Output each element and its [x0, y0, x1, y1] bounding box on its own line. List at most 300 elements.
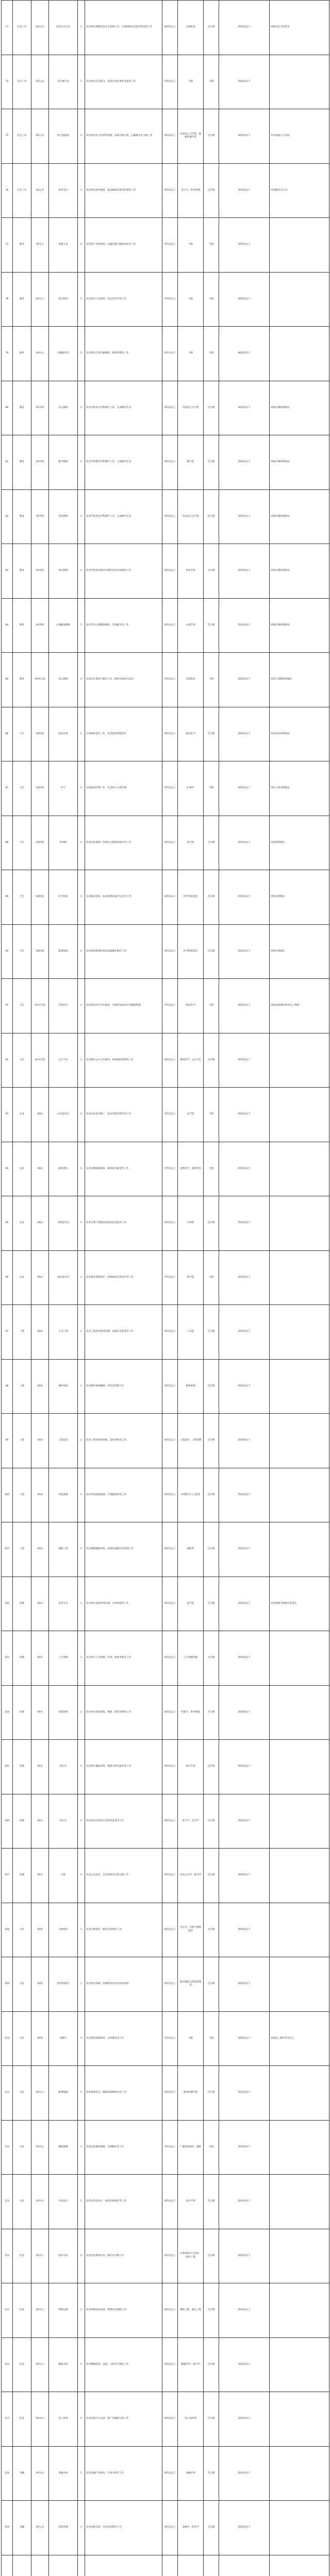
cell-category: 卫生	[13, 816, 31, 870]
cell-position-name: 数据分析	[49, 2337, 78, 2392]
table-row	[2, 2501, 329, 2555]
cell-other-requirements	[270, 1359, 329, 1414]
cell-unit-name: XX公司	[31, 163, 49, 218]
cell-study-type: 不限	[204, 2011, 219, 2066]
cell-category: 管理	[13, 1849, 31, 1903]
cell-headcount: 1	[78, 1142, 85, 1196]
cell-position-name: 档案管理	[49, 1685, 78, 1740]
cell-study-type: 不限	[204, 1142, 219, 1196]
cell-education: 本科及以上	[162, 163, 178, 218]
cell-headcount: 1	[78, 2337, 85, 2392]
cell-category: 农业	[13, 1142, 31, 1196]
cell-row-number: 105	[2, 1740, 13, 1794]
cell-row-number: 91	[2, 979, 13, 1033]
cell-job-duties: 负责水利工程建设管理及技术指导工作	[85, 1196, 162, 1251]
cell-unit-name: XX学校	[31, 544, 49, 599]
cell-age-requirement: 35周岁以下	[219, 1577, 270, 1631]
cell-education: 本科及以上	[162, 435, 178, 490]
cell-unit-name: XX中心	[31, 2283, 49, 2338]
cell-other-requirements: 具有较强文字功底	[270, 109, 329, 164]
cell-row-number: 118	[2, 2446, 13, 2501]
table-row	[2, 1468, 329, 1522]
cell-row-number: 103	[2, 1631, 13, 1686]
cell-row-number: 119	[2, 2501, 13, 2555]
cell-education: 本科及以上	[162, 1631, 178, 1686]
table-row	[2, 1685, 329, 1740]
cell-education: 专科及以上	[162, 653, 178, 707]
table-row	[2, 1414, 329, 1468]
cell-age-requirement: 35周岁以下	[219, 598, 270, 653]
cell-age-requirement: 35周岁以下	[219, 1740, 270, 1794]
table-row	[2, 1250, 329, 1305]
cell-age-requirement: 30周岁以下	[219, 1849, 270, 1903]
cell-other-requirements	[270, 1903, 329, 1957]
cell-unit-name: XX局	[31, 1414, 49, 1468]
cell-position-name: 文物保护	[49, 1903, 78, 1957]
cell-job-duties: 负责活动摄影摄像、后期制作等工作	[85, 2120, 162, 2175]
cell-category: 管理	[13, 1577, 31, 1631]
cell-age-requirement: 30周岁以下	[219, 272, 270, 327]
cell-education: 本科及以上	[162, 2229, 178, 2283]
cell-other-requirements	[270, 2555, 329, 2576]
cell-row-number: 75	[2, 109, 13, 164]
cell-other-requirements	[270, 1033, 329, 1088]
cell-education: 本科及以上	[162, 381, 178, 435]
cell-study-type: 全日制	[204, 2175, 219, 2229]
cell-position-name: 信息安全专员	[49, 1, 78, 55]
cell-age-requirement: 35周岁以下	[219, 544, 270, 599]
cell-headcount: 1	[78, 1631, 85, 1686]
cell-job-duties: 负责单位内部审计及财务监督等工作	[85, 1794, 162, 1849]
cell-unit-name: XX卫生院	[31, 1033, 49, 1088]
cell-headcount: 1	[78, 598, 85, 653]
table-row	[2, 218, 329, 273]
cell-unit-name: XX局	[31, 1522, 49, 1577]
cell-education: 本科及以上	[162, 1740, 178, 1794]
table-row	[2, 1522, 329, 1577]
cell-major: 不限	[178, 55, 204, 109]
cell-job-duties: 从事临床诊疗工作，负责患者诊断治疗	[85, 707, 162, 761]
cell-headcount: 2	[78, 109, 85, 164]
cell-category: 文化	[13, 2011, 31, 2066]
cell-major: 金融学类	[178, 2446, 204, 2501]
cell-headcount: 1	[78, 2283, 85, 2338]
cell-education: 本科及以上	[162, 1849, 178, 1903]
cell-headcount: 2	[78, 2011, 85, 2066]
cell-job-duties: 负责信息系统开发、维护及升级工作	[85, 2229, 162, 2283]
cell-education: 本科及以上	[162, 1359, 178, 1414]
cell-major: 会计学、财务管理	[178, 163, 204, 218]
cell-unit-name: XX中心	[31, 2392, 49, 2447]
cell-age-requirement: 35周岁以下	[219, 1631, 270, 1686]
cell-other-requirements	[270, 1522, 329, 1577]
cell-unit-name: XX中心	[31, 327, 49, 381]
cell-row-number: 88	[2, 816, 13, 870]
cell-job-duties: 负责宣传品设计、视觉形象制作等工作	[85, 2175, 162, 2229]
cell-age-requirement: 35周岁以下	[219, 381, 270, 435]
cell-row-number: 116	[2, 2337, 13, 2392]
cell-position-name: 财务会计	[49, 163, 78, 218]
cell-other-requirements: 持药师资格证	[270, 816, 329, 870]
cell-education: 本科及以上	[162, 816, 178, 870]
cell-unit-name: XX中心	[31, 2120, 49, 2175]
cell-row-number: 101	[2, 1522, 13, 1577]
cell-position-name: 数学教师	[49, 435, 78, 490]
cell-other-requirements	[270, 1794, 329, 1849]
table-row	[2, 653, 329, 707]
cell-category: 卫生	[13, 761, 31, 816]
cell-study-type: 全日制	[204, 2446, 219, 2501]
cell-age-requirement: 35周岁以下	[219, 2066, 270, 2121]
cell-job-duties: 负责工程项目建设管理、质量安全监督等工作	[85, 1305, 162, 1360]
cell-unit-name: XX办	[31, 1577, 49, 1631]
cell-major: 计算机类	[178, 1, 204, 55]
cell-education: 本科及以上	[162, 1033, 178, 1088]
cell-study-type: 不限	[204, 272, 219, 327]
cell-age-requirement: 35周岁以下	[219, 2337, 270, 2392]
cell-category: 金融	[13, 2446, 31, 2501]
cell-position-name: 网络运维	[49, 2283, 78, 2338]
cell-category: 教育	[13, 435, 31, 490]
cell-position-name: 文秘	[49, 1849, 78, 1903]
cell-unit-name: XX站	[31, 1250, 49, 1305]
cell-job-duties: 负责展馆讲解接待、宣传教育等工作	[85, 2011, 162, 2066]
cell-position-name: 电子商务	[49, 2392, 78, 2447]
cell-category: 教育	[13, 544, 31, 599]
cell-other-requirements	[270, 2446, 329, 2501]
cell-major: 临床医学	[178, 979, 204, 1033]
cell-other-requirements	[270, 1740, 329, 1794]
cell-major: 工程造价、工程管理	[178, 1414, 204, 1468]
cell-major: 医学影像技术	[178, 924, 204, 979]
cell-category: 农业	[13, 1250, 31, 1305]
cell-unit-name: XX学校	[31, 381, 49, 435]
cell-headcount: 1	[78, 2446, 85, 2501]
cell-position-name: 审计员	[49, 1794, 78, 1849]
cell-position-name: 医学检验	[49, 870, 78, 925]
cell-age-requirement: 35周岁以下	[219, 1142, 270, 1196]
cell-job-duties: 负责单位财务核算、报表编制及资金管理等工作	[85, 163, 162, 218]
cell-age-requirement: 35周岁以下	[219, 1359, 270, 1414]
cell-headcount: 2	[78, 327, 85, 381]
cell-education: 本科及以上	[162, 2446, 178, 2501]
cell-headcount: 1	[78, 272, 85, 327]
cell-major: 不限	[178, 327, 204, 381]
cell-headcount: 1	[78, 924, 85, 979]
cell-position-name: 工程造价	[49, 1414, 78, 1468]
cell-job-duties: 负责单位网络信息安全管理工作，开展网络安全防护检查等工作	[85, 1, 162, 55]
cell-headcount: 2	[78, 707, 85, 761]
cell-other-requirements: 持幼儿园教师资格证	[270, 653, 329, 707]
cell-education: 本科及以上	[162, 109, 178, 164]
cell-unit-name: XX中心	[31, 218, 49, 273]
cell-row-number: 102	[2, 1577, 13, 1631]
cell-position-name: 心理健康教师	[49, 598, 78, 653]
cell-other-requirements	[270, 218, 329, 273]
cell-job-duties: 负责金融产品研究、市场分析等工作	[85, 2446, 162, 2501]
cell-unit-name: XX办	[31, 1794, 49, 1849]
cell-headcount: 2	[78, 1849, 85, 1903]
cell-position-name: 临床医师	[49, 707, 78, 761]
cell-study-type: 全日制	[204, 1468, 219, 1522]
cell-headcount: 1	[78, 2501, 85, 2555]
table-row	[2, 1903, 329, 1957]
cell-education: 专科及以上	[162, 1250, 178, 1305]
cell-headcount: 1	[78, 1740, 85, 1794]
cell-category: 农业	[13, 1196, 31, 1251]
cell-headcount: 2	[78, 1088, 85, 1142]
cell-major: 城乡规划	[178, 1359, 204, 1414]
cell-study-type: 全日制	[204, 544, 219, 599]
cell-row-number: 94	[2, 1142, 13, 1196]
cell-job-duties: 负责基层医疗卫生服务，开展常见病诊疗及健康管理	[85, 979, 162, 1033]
cell-row-number: 95	[2, 1196, 13, 1251]
cell-major: 外国语言文学类	[178, 489, 204, 544]
cell-other-requirements	[270, 2283, 329, 2338]
table-row	[2, 1305, 329, 1360]
cell-category: 文化	[13, 2066, 31, 2121]
cell-unit-name: XX馆	[31, 1903, 49, 1957]
cell-study-type: 全日制	[204, 1849, 219, 1903]
cell-age-requirement: 35周岁以下	[219, 2446, 270, 2501]
cell-major: 预防医学、公共卫生	[178, 1033, 204, 1088]
cell-age-requirement: 35周岁以下	[219, 2175, 270, 2229]
cell-major: 人力资源管理	[178, 1631, 204, 1686]
cell-row-number: 87	[2, 761, 13, 816]
cell-age-requirement: 35周岁以下	[219, 435, 270, 490]
cell-position-name: 新闻编辑	[49, 2066, 78, 2121]
table-row	[2, 2011, 329, 2066]
cell-position-name: 农业技术员	[49, 1088, 78, 1142]
cell-major: 广播电视编导、摄影	[178, 2120, 204, 2175]
cell-study-type: 不限	[204, 979, 219, 1033]
cell-job-duties: 负责单位综合性事务管理，协助开展行政、后勤服务及文秘工作	[85, 109, 162, 164]
table-row	[2, 163, 329, 218]
cell-education: 本科及以上	[162, 870, 178, 925]
cell-job-duties: 负责学校语文学科教学工作，完成教学任务	[85, 381, 162, 435]
cell-job-duties: 负责网络设备运维、系统安全保障工作	[85, 2283, 162, 2338]
cell-job-duties: 负责学校数学学科教学工作，完成教学任务	[85, 435, 162, 490]
cell-other-requirements	[270, 2175, 329, 2229]
cell-row-number: 115	[2, 2283, 13, 2338]
cell-study-type: 全日制	[204, 598, 219, 653]
cell-major: 金融学、经济学	[178, 2501, 204, 2555]
cell-age-requirement: 35周岁以下	[219, 2120, 270, 2175]
table-row	[2, 2392, 329, 2447]
cell-headcount: 1	[78, 2120, 85, 2175]
cell-other-requirements	[270, 2501, 329, 2555]
cell-row-number: 74	[2, 55, 13, 109]
cell-study-type: 不限	[204, 1088, 219, 1142]
cell-major: 汉语言文学、秘书学	[178, 1849, 204, 1903]
cell-row-number: 92	[2, 1033, 13, 1088]
cell-headcount	[78, 2555, 85, 2576]
cell-other-requirements	[270, 2066, 329, 2121]
cell-position-name: 前台接待	[49, 272, 78, 327]
cell-unit-name: XX馆	[31, 1957, 49, 2012]
cell-category: 工程	[13, 1522, 31, 1577]
cell-unit-name: XX公司	[31, 2446, 49, 2501]
table-row	[2, 1088, 329, 1142]
cell-row-number	[2, 2555, 13, 2576]
cell-major: 水利类	[178, 1196, 204, 1251]
cell-study-type: 全日制	[204, 2066, 219, 2121]
cell-major: 测绘类	[178, 1522, 204, 1577]
cell-position-name: 客服专员	[49, 218, 78, 273]
cell-row-number: 108	[2, 1903, 13, 1957]
cell-age-requirement: 35周岁以下	[219, 2283, 270, 2338]
cell-study-type: 全日制	[204, 1033, 219, 1088]
cell-job-duties: 负责新闻采写、编辑及新媒体运营工作	[85, 2066, 162, 2121]
cell-study-type: 不限	[204, 761, 219, 816]
cell-unit-name: XX学校	[31, 489, 49, 544]
cell-other-requirements	[270, 2229, 329, 2283]
cell-major: 不限	[178, 2011, 204, 2066]
cell-headcount: 4	[78, 761, 85, 816]
cell-study-type: 不限	[204, 2120, 219, 2175]
cell-age-requirement: 35周岁以下	[219, 218, 270, 273]
cell-category: 卫生	[13, 979, 31, 1033]
cell-other-requirements: 持相关资格证	[270, 870, 329, 925]
cell-study-type: 全日制	[204, 1903, 219, 1957]
cell-major: 学前教育	[178, 653, 204, 707]
cell-category: 管理	[13, 1631, 31, 1686]
cell-education: 本科及以上	[162, 1414, 178, 1468]
cell-age-requirement: 35周岁以下	[219, 1250, 270, 1305]
cell-unit-name: XX馆	[31, 2011, 49, 2066]
cell-job-duties: 负责图书采编、借阅服务及读者活动组织	[85, 1957, 162, 2012]
cell-education: 本科及以上	[162, 598, 178, 653]
cell-headcount: 1	[78, 1, 85, 55]
cell-age-requirement: 35周岁以下	[219, 1414, 270, 1468]
cell-age-requirement: 35周岁以下	[219, 707, 270, 761]
cell-education: 本科及以上	[162, 1794, 178, 1849]
cell-headcount: 1	[78, 1196, 85, 1251]
cell-study-type: 全日制	[204, 1685, 219, 1740]
cell-unit-name: XX医院	[31, 707, 49, 761]
table-row	[2, 870, 329, 925]
cell-major: 土木类	[178, 1305, 204, 1360]
cell-position-name: 软件开发	[49, 2229, 78, 2283]
table-row	[2, 924, 329, 979]
cell-other-requirements	[270, 1468, 329, 1522]
cell-headcount: 1	[78, 55, 85, 109]
cell-unit-name: XX中心	[31, 272, 49, 327]
cell-job-duties: 负责单位安全保卫、巡查及突发事件处置等工作	[85, 55, 162, 109]
cell-major: 体育学类	[178, 544, 204, 599]
cell-study-type: 全日制	[204, 1522, 219, 1577]
cell-job-duties: 负责环境质量监测、污染源调查等工作	[85, 1468, 162, 1522]
cell-major: 网络工程、通信工程	[178, 2283, 204, 2338]
cell-position-name: 语文教师	[49, 381, 78, 435]
cell-other-requirements	[270, 1196, 329, 1251]
cell-other-requirements	[270, 2337, 329, 2392]
cell-row-number: 85	[2, 653, 13, 707]
cell-other-requirements	[270, 1631, 329, 1686]
cell-age-requirement: 30周岁以下	[219, 2011, 270, 2066]
cell-headcount: 3	[78, 653, 85, 707]
cell-major: 心理学类	[178, 598, 204, 653]
cell-category: 信息	[13, 2392, 31, 2447]
cell-major: 临床医学	[178, 707, 204, 761]
cell-major: 计算机科学与技术、软件工程	[178, 2229, 204, 2283]
cell-job-duties: 负责统计数据采集、整理分析及报送等工作	[85, 1740, 162, 1794]
cell-education: 本科及以上	[162, 1957, 178, 2012]
cell-headcount: 1	[78, 544, 85, 599]
cell-unit-name: XX站	[31, 1196, 49, 1251]
cell-job-duties: 负责单位法律事务处理、合同审核等工作	[85, 1577, 162, 1631]
cell-category: 工程	[13, 1468, 31, 1522]
cell-unit-name: XX办	[31, 1631, 49, 1686]
cell-unit-name: XX局	[31, 1359, 49, 1414]
cell-major: 不限	[178, 218, 204, 273]
table-row	[2, 598, 329, 653]
cell-unit-name: XX学校	[31, 598, 49, 653]
cell-education: 专科及以上	[162, 55, 178, 109]
cell-job-duties: 从事临床护理工作，负责病人日常护理	[85, 761, 162, 816]
cell-job-duties: 负责电商平台运营、推广及数据分析工作	[85, 2392, 162, 2447]
cell-headcount: 1	[78, 2175, 85, 2229]
table-row	[2, 2120, 329, 2175]
cell-unit-name: XX卫生院	[31, 979, 49, 1033]
cell-study-type: 全日制	[204, 2337, 219, 2392]
cell-position-name: 金融分析	[49, 2446, 78, 2501]
cell-study-type: 全日制	[204, 109, 219, 164]
cell-headcount: 1	[78, 1957, 85, 2012]
cell-position-name: 水利技术员	[49, 1196, 78, 1251]
cell-position-name: 林业技术员	[49, 1250, 78, 1305]
cell-study-type: 全日制	[204, 1196, 219, 1251]
cell-other-requirements	[270, 1250, 329, 1305]
cell-job-duties: 负责风险识别、评估及控制等工作	[85, 2501, 162, 2555]
cell-study-type: 不限	[204, 55, 219, 109]
cell-category: 教育	[13, 381, 31, 435]
cell-education: 本科及以上	[162, 2501, 178, 2555]
cell-study-type: 全日制	[204, 2283, 219, 2338]
cell-job-duties: 负责农业技术推广、病虫害防治指导等工作	[85, 1088, 162, 1142]
table-row	[2, 435, 329, 490]
cell-row-number: 117	[2, 2392, 13, 2447]
cell-row-number: 96	[2, 1250, 13, 1305]
cell-position-name: 后勤服务员	[49, 327, 78, 381]
cell-age-requirement: 35周岁以下	[219, 2229, 270, 2283]
table-row	[2, 327, 329, 381]
cell-job-duties: 负责临床检验、标本检测及报告出具等工作	[85, 870, 162, 925]
cell-category: 服务	[13, 218, 31, 273]
cell-unit-name	[31, 2555, 49, 2576]
cell-study-type: 不限	[204, 653, 219, 707]
cell-position-name: 综合管理岗	[49, 109, 78, 164]
cell-age-requirement: 35周岁以下	[219, 924, 270, 979]
cell-age-requirement: 35周岁以下	[219, 1522, 270, 1577]
cell-age-requirement: 35周岁以下	[219, 1088, 270, 1142]
cell-other-requirements: 持相应教师资格证	[270, 489, 329, 544]
cell-job-duties: 负责幼儿保育与教育工作，组织开展幼儿活动	[85, 653, 162, 707]
cell-row-number: 111	[2, 2066, 13, 2121]
cell-unit-name: XX局	[31, 1468, 49, 1522]
cell-job-duties: 负责测绘数据采集、处理及地理信息管理工作	[85, 1522, 162, 1577]
table-row	[2, 707, 329, 761]
cell-other-requirements: 持相应教师资格证	[270, 544, 329, 599]
cell-education: 本科及以上	[162, 1305, 178, 1360]
cell-position-name	[49, 2555, 78, 2576]
cell-job-duties: 负责工程预结算审核、造价管理等工作	[85, 1414, 162, 1468]
cell-study-type: 全日制	[204, 1359, 219, 1414]
cell-study-type: 不限	[204, 218, 219, 273]
cell-major: 档案学、图书情报	[178, 1685, 204, 1740]
table-row	[2, 816, 329, 870]
table-row	[2, 2337, 329, 2392]
